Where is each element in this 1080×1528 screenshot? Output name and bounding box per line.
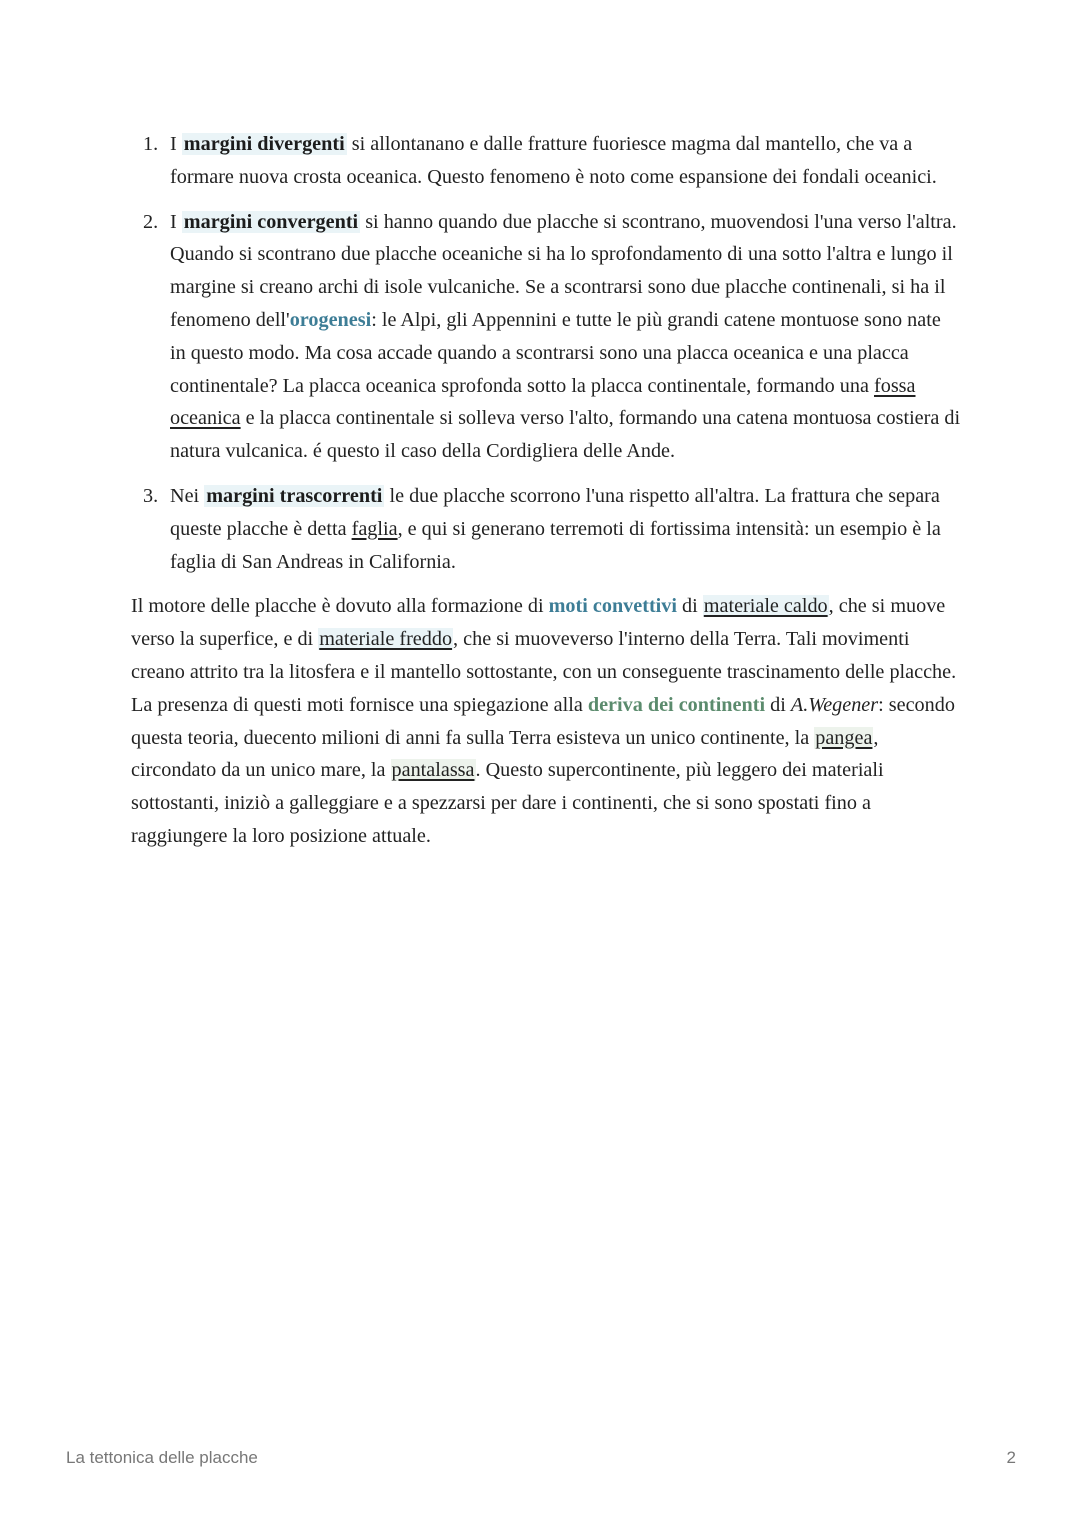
term-orogenesi: orogenesi (289, 308, 372, 331)
lead-word: Nei (170, 484, 200, 507)
paragraph-text: , che si muove verso la superfice, e di (131, 595, 946, 651)
page-number: 2 (1006, 1448, 1016, 1467)
list-item-divergenti (131, 128, 961, 194)
plate-margins-list (131, 128, 961, 578)
link-materiale-freddo[interactable]: materiale freddo (319, 628, 453, 651)
list-item-convergenti (131, 206, 961, 468)
lead-word: I (170, 210, 177, 233)
lead-word: I (170, 133, 177, 155)
item-text: , e qui si generano terremoti di fortissima intensità: un esempio è la faglia di San Andreas in California. (170, 517, 941, 573)
link-materiale-caldo[interactable]: materiale caldo (703, 595, 828, 618)
item-text: si allontanano e dalle fratture fuoriesce magma dal mantello, che va a formare nuova crosta oceanica. Questo fenomeno è noto come espansione dei fondali oceanici. (170, 133, 937, 188)
paragraph-text: : secondo questa teoria, duecento milioni di anni fa sulla Terra esisteva un unico continente, la (131, 693, 955, 749)
item-text: : le Alpi, gli Appennini e tutte le più grandi catene montuose sono nate in questo modo. Ma cosa accade quando a scontrarsi sono una placca oceanica e una placca continentale? La placca oceanica sprofonda sotto la placca continentale, formando una (170, 308, 941, 397)
list-item-trascorrenti (131, 480, 961, 578)
paragraph-text: , circondato da un unico mare, la (131, 726, 879, 782)
list-number: 1. (143, 133, 159, 155)
term-margini-divergenti: margini divergenti (183, 133, 345, 155)
link-pangea[interactable]: pangea (815, 726, 873, 749)
link-fossa-oceanica[interactable]: fossa oceanica (170, 374, 916, 430)
list-number: 3. (143, 484, 159, 507)
term-moti-convettivi: moti convettivi (548, 595, 677, 618)
link-pantalassa[interactable]: pantalassa (391, 759, 475, 782)
footer-title: La tettonica delle placche (66, 1448, 258, 1467)
paragraph-text: . Questo supercontinente, più leggero dei materiali sottostanti, iniziò a galleggiare e a spezzarsi per dare i continenti, che si sono spostati fino a raggiungere la loro posizione attuale. (131, 759, 884, 847)
list-number: 2. (143, 210, 159, 233)
document-body (131, 128, 961, 853)
paragraph-text: di (682, 595, 698, 618)
link-faglia[interactable]: faglia (351, 517, 398, 540)
term-margini-convergenti: margini convergenti (183, 210, 359, 233)
author-wegener: A.Wegener (790, 693, 879, 716)
item-text: si hanno quando due placche si scontrano, muovendosi l'una verso l'altra. Quando si scontrano due placche oceaniche si ha lo sprofondamento di una sotto l'altra e lungo il margine si creano archi di isole vulcaniche. Se a scontrarsi sono due placche continenali, si ha il fenomeno dell' (170, 210, 957, 331)
paragraph-text: Il motore delle placche è dovuto alla formazione di (131, 595, 544, 618)
term-margini-trascorrenti: margini trascorrenti (206, 484, 383, 507)
paragraph-text: , che si muoveverso l'interno della Terra. Tali movimenti creano attrito tra la litosfera e il mantello sottostante, con un conseguente trascinamento delle placche. La presenza di questi moti fornisce una spiegazione alla (131, 628, 957, 716)
paragraph-motore-placche (131, 590, 961, 852)
paragraph-text: di (770, 693, 786, 716)
item-text: le due placche scorrono l'una rispetto all'altra. La frattura che separa queste placche è detta (170, 484, 940, 540)
item-text: e la placca continentale si solleva verso l'alto, formando una catena montuosa costiera di natura vulcanica. é questo il caso della Cordigliera delle Ande. (170, 407, 961, 463)
term-deriva-dei-continenti: deriva dei continenti (587, 693, 766, 716)
